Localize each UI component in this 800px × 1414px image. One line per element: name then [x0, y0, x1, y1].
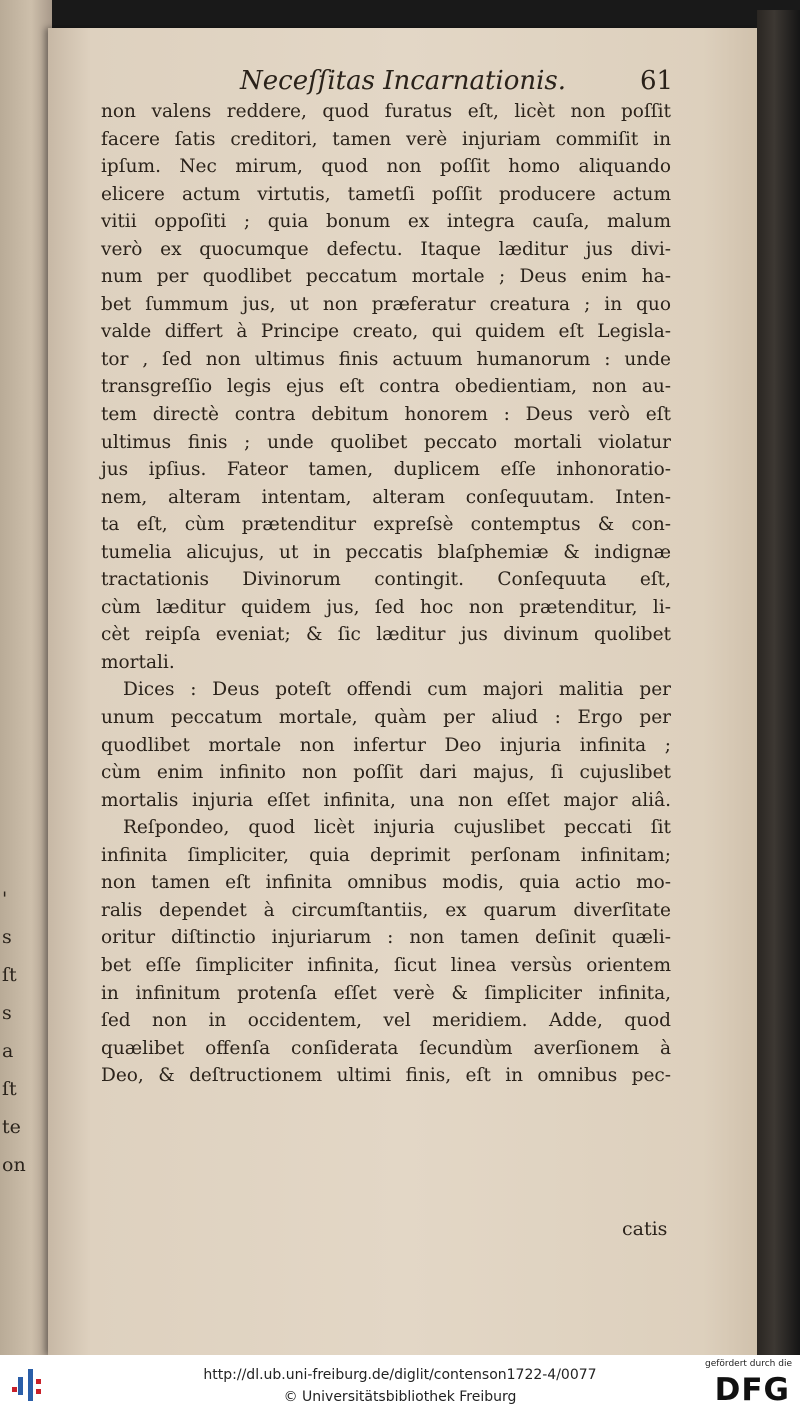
text-line: Reſpondeo, quod licèt injuria cujuslibet peccati ſit [123, 817, 671, 839]
text-line: ultimus finis ; unde quolibet peccato mortali violatur [101, 431, 671, 453]
text-line: bet eſſe ſimpliciter infinita, ſicut linea versùs orientem [101, 954, 671, 976]
text-line: non tamen eſt infinita omnibus modis, quia actio mo- [101, 872, 671, 894]
text-line: tumelia alicujus, ut in peccatis blaſphemiæ & indignæ [101, 541, 671, 563]
text-line: in infinitum protenſa eſſet verè & ſimpliciter infinita, [101, 982, 671, 1004]
text-line: ipſum. Nec mirum, quod non poſſit homo aliquando [101, 156, 671, 178]
page-fore-edge [757, 10, 800, 1355]
text-line: oritur diſtinctio injuriarum : non tamen deſinit quæli- [101, 927, 671, 949]
previous-page-edge [0, 0, 52, 1355]
text-line: tor , ſed non ultimus finis actuum humanorum : unde [101, 348, 671, 370]
text-line: tractationis Divinorum contingit. Conſequuta eſt, [101, 569, 671, 591]
text-line: mortalis injuria eſſet infinita, una non eſſet major aliâ. [101, 789, 671, 811]
text-line: unum peccatum mortale, quàm per aliud : Ergo per [101, 707, 671, 729]
text-line: quodlibet mortale non infertur Deo injuria infinita ; [101, 734, 671, 756]
text-line: bet ſummum jus, ut non præferatur creatura ; in quo [101, 293, 671, 315]
funding-note: gefördert durch die [705, 1359, 792, 1369]
margin-fragment: s [2, 926, 12, 948]
text-line: facere ſatis creditori, tamen verè injuriam commiſit in [101, 128, 671, 150]
text-line: ralis dependet à circumſtantiis, ex quarum diverſitate [101, 899, 671, 921]
margin-fragment: ſt [2, 1078, 17, 1100]
margin-fragment: ' [2, 888, 8, 910]
margin-fragment: ſt [2, 964, 17, 986]
text-line: mortali. [101, 651, 175, 673]
text-line: non valens reddere, quod furatus eſt, licèt non poſſit [101, 101, 671, 122]
permalink[interactable]: http://dl.ub.uni-freiburg.de/diglit/contenson1722-4/0077 [203, 1367, 597, 1383]
text-line: elicere actum virtutis, tametſi poſſit producere actum [101, 183, 671, 205]
book-page [48, 28, 760, 1355]
text-line: num per quodlibet peccatum mortale ; Deus enim ha- [101, 266, 671, 288]
previous-page-margin-fragments [0, 880, 28, 1184]
text-line: tem directè contra debitum honorem : Deus verò eſt [101, 404, 671, 426]
margin-fragment: s [2, 1002, 12, 1024]
margin-fragment: te [2, 1116, 21, 1138]
text-line: nem, alteram intentam, alteram conſequutam. Inten- [101, 486, 671, 508]
text-line: transgreſſio legis ejus eſt contra obedientiam, non au- [101, 376, 671, 398]
text-line: ta eſt, cùm prætenditur expreſsè contemptus & con- [101, 514, 671, 536]
viewer-footer [0, 1355, 800, 1414]
body-text [101, 98, 671, 1090]
text-line: jus ipſius. Fateor tamen, duplicem eſſe inhonoratio- [101, 459, 671, 481]
text-line: cùm enim infinito non poſſit dari majus, ſi cujuslibet [101, 762, 671, 784]
copyright-notice: © Universitätsbibliothek Freiburg [283, 1389, 517, 1405]
page-number: 61 [640, 66, 674, 96]
text-line: verò ex quocumque defectu. Itaque læditur jus divi- [101, 238, 671, 260]
running-title: Neceſſitas Incarnationis. [240, 66, 567, 96]
margin-fragment: on [2, 1154, 26, 1176]
text-line: Deo, & deſtructionem ultimi finis, eſt in omnibus pec- [101, 1065, 671, 1087]
margin-fragment: a [2, 1040, 14, 1062]
text-line: vitii oppoſiti ; quia bonum ex integra cauſa, malum [101, 211, 671, 233]
text-line: ſed non in occidentem, vel meridiem. Adde, quod [101, 1010, 671, 1032]
catchword: catis [622, 1218, 668, 1240]
text-line: valde differt à Principe creato, qui quidem eſt Legisla- [101, 321, 671, 343]
text-line: quælibet offenſa conſiderata ſecundùm averſionem à [101, 1037, 671, 1059]
text-line: cùm læditur quidem jus, ſed hoc non prætenditur, li- [101, 596, 671, 618]
text-line: infinita ſimpliciter, quia deprimit perſonam infinitam; [101, 844, 671, 866]
text-line: cèt reipſa eveniat; & ſic læditur jus divinum quolibet [101, 624, 671, 646]
dfg-logo: DFG [714, 1372, 790, 1408]
text-line: Dices : Deus poteſt offendi cum majori malitia per [123, 679, 671, 701]
